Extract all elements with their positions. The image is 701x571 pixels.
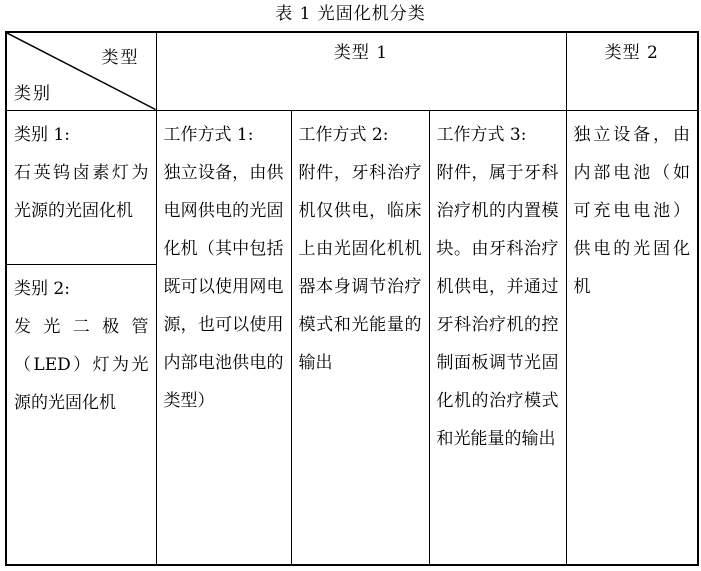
corner-label-category: 类别 xyxy=(14,83,52,104)
corner-cell xyxy=(6,32,156,110)
classification-table xyxy=(5,31,699,566)
workmode1-label: 工作方式 1: xyxy=(163,124,254,145)
workmode3-label: 工作方式 3: xyxy=(436,124,527,145)
workmode2-text: 附件，牙科治疗机仅供电，临床上由光固化机机器本身调节治疗模式和光能量的输出 xyxy=(298,162,422,373)
category2-label: 类别 2: xyxy=(14,278,70,299)
cell-workmode2 xyxy=(291,110,429,565)
category1-label: 类别 1: xyxy=(14,124,70,145)
category2-text: 发光二极管（LED）灯为光源的光固化机 xyxy=(14,316,149,413)
category1-text: 石英钨卤素灯为光源的光固化机 xyxy=(14,162,149,221)
corner-label-type: 类型 xyxy=(101,48,140,68)
col-header-type2: 类型 2 xyxy=(566,32,698,110)
col-header-type1: 类型 1 xyxy=(156,32,566,110)
cell-workmode1 xyxy=(156,110,291,565)
row-header-category1 xyxy=(6,110,156,264)
workmode2-label: 工作方式 2: xyxy=(298,124,389,145)
cell-type2-description xyxy=(566,110,698,565)
workmode1-text: 独立设备，由供电网供电的光固化机（其中包括既可以使用网电源，也可以使用内部电池供电的类型） xyxy=(163,162,284,411)
row-header-category2 xyxy=(6,264,156,565)
type2-description-text: 独立设备，由内部电池（如可充电电池）供电的光固化机 xyxy=(573,124,690,297)
workmode3-text: 附件，属于牙科治疗机的内置模块。由牙科治疗机供电，并通过牙科治疗机的控制面板调节光固化机的治疗模式和光能量的输出 xyxy=(436,162,559,449)
table-title: 表 1 光固化机分类 xyxy=(275,4,426,24)
cell-workmode3 xyxy=(429,110,566,565)
